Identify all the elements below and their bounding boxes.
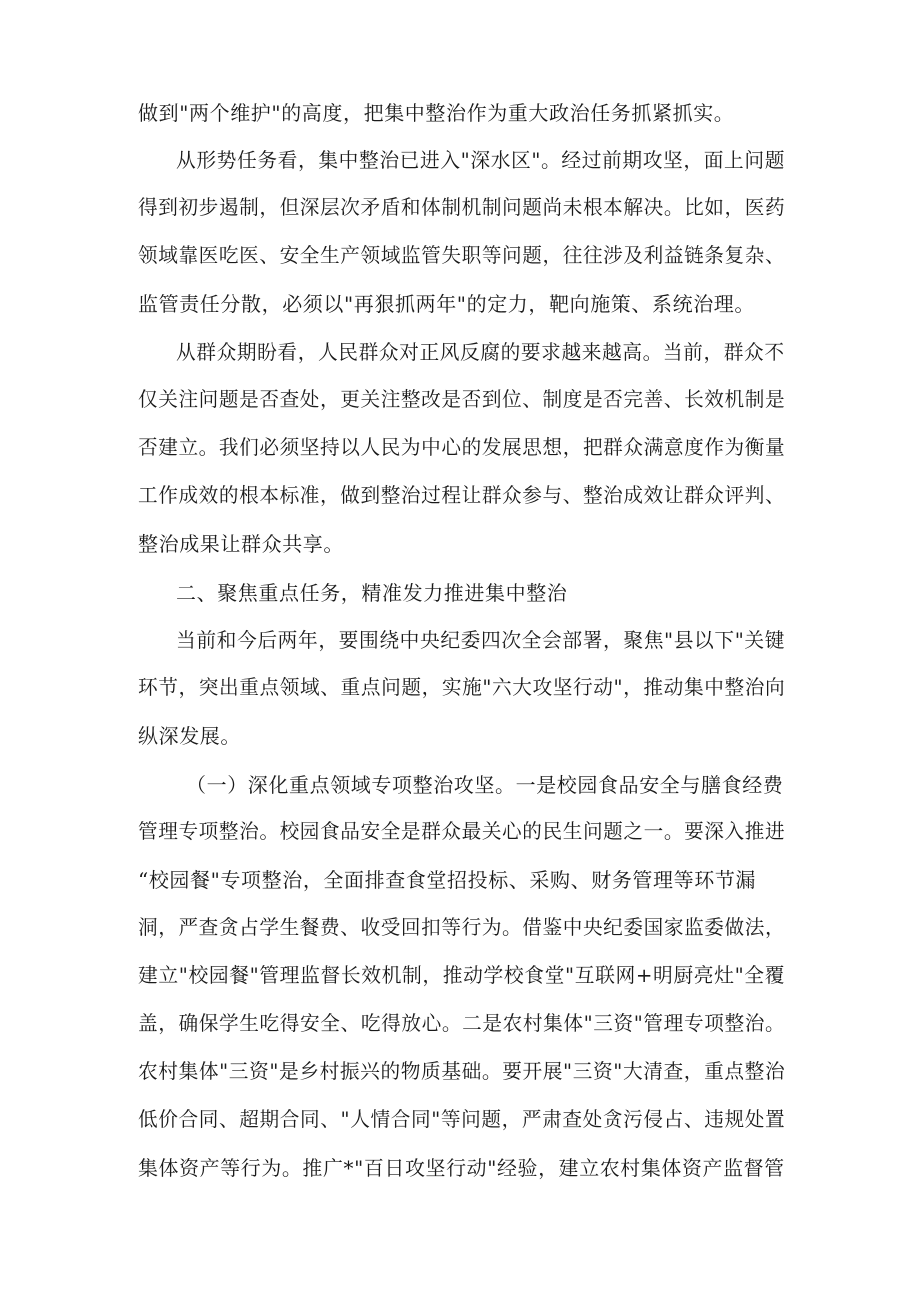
text-line: 盖，确保学生吃得安全、吃得放心。二是农村集体"三资"管理专项整治。 <box>138 1012 786 1035</box>
text-line: 建立"校园餐"管理监督长效机制，推动学校食堂"互联网+明厨亮灶"全覆 <box>138 964 786 987</box>
text-line: 否建立。我们必须坚持以人民为中心的发展思想，把群众满意度作为衡量 <box>138 436 786 459</box>
text-line: 洞，严查贪占学生餐费、收受回扣等行为。借鉴中央纪委国家监委做法， <box>138 916 786 939</box>
section-heading: 二、聚焦重点任务，精准发力推进集中整治 <box>176 581 568 605</box>
text-line: 监管责任分散，必须以"再狠抓两年"的定力，靶向施策、系统治理。 <box>138 292 755 316</box>
text-line: 工作成效的根本标准，做到整治过程让群众参与、整治成效让群众评判、 <box>138 484 786 507</box>
text-line: 做到"两个维护"的高度，把集中整治作为重大政治任务抓紧抓实。 <box>138 101 735 125</box>
text-line: 农村集体"三资"是乡村振兴的物质基础。要开展"三资"大清查，重点整治 <box>138 1060 786 1083</box>
text-line: 集体资产等行为。推广*"百日攻坚行动"经验，建立农村集体资产监督管 <box>138 1156 785 1180</box>
paragraph-first-line: 从群众期盼看，人民群众对正风反腐的要求越来越高。当前，群众不 <box>176 341 785 364</box>
text-line: 环节，突出重点领域、重点问题，实施"六大攻坚行动"，推动集中整治向 <box>138 676 786 699</box>
subsection-first-line: （一）深化重点领域专项整治攻坚。一是校园食品安全与膳食经费 <box>186 773 784 797</box>
paragraph-first-line: 当前和今后两年，要围绕中央纪委四次全会部署，聚焦"县以下"关键 <box>176 629 786 652</box>
paragraph-first-line: 从形势任务看，集中整治已进入"深水区"。经过前期攻坚，面上问题 <box>176 149 786 172</box>
text-line: 纵深发展。 <box>138 724 241 748</box>
text-line: 低价合同、超期合同、"人情合同"等问题，严肃查处贪污侵占、违规处置 <box>138 1108 786 1131</box>
text-line: 整治成果让群众共享。 <box>138 532 344 556</box>
text-line: 领域靠医吃医、安全生产领域监管失职等问题，往往涉及利益链条复杂、 <box>138 244 786 267</box>
text-line: 管理专项整治。校园食品安全是群众最关心的民生问题之一。要深入推进 <box>138 820 786 843</box>
text-line: “校园餐"专项整治，全面排查食堂招投标、采购、财务管理等环节漏 <box>138 868 757 892</box>
text-line: 仅关注问题是否查处，更关注整改是否到位、制度是否完善、长效机制是 <box>138 388 786 411</box>
text-line: 得到初步遏制，但深层次矛盾和体制机制问题尚未根本解决。比如，医药 <box>138 196 786 219</box>
